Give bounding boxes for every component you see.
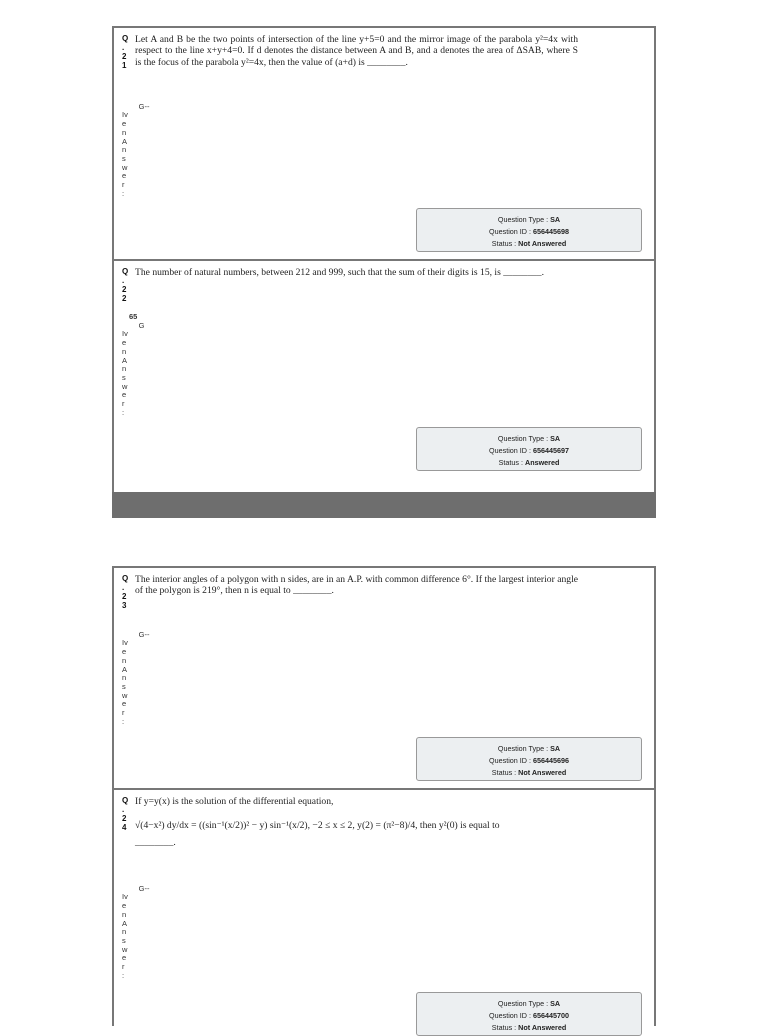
given-answer-label: G-- Iv e n A n s w e r : <box>122 629 150 726</box>
question-number: Q . 2 3 <box>122 574 129 610</box>
question-text: The interior angles of a polygon with n sides, are in an A.P. with common difference 6°. If the largest interior angle of the polygon is 219°, then n is equal to ________. <box>135 574 578 597</box>
question-id-row: Question ID : 656445700 <box>489 1010 569 1020</box>
status-row: Status : Not Answered <box>491 767 567 777</box>
given-answer-label: G-- Iv e n A n s w e r : <box>122 101 150 198</box>
status-badge: Not Answered <box>518 1022 567 1032</box>
given-answer-value: 65 <box>129 312 138 321</box>
status-badge: Answered <box>525 457 560 467</box>
question-type-row: Question Type : SA <box>497 215 561 224</box>
status-badge: Not Answered <box>518 238 567 248</box>
given-answer-label: G-- Iv e n A n s w e r : <box>122 883 150 980</box>
page-frame <box>112 566 656 1032</box>
given-answer-label: G Iv e n A n s w e r : 65 <box>122 312 145 417</box>
question-block-24 <box>114 790 654 1032</box>
question-id-row: Question ID : 656445697 <box>489 445 569 455</box>
exam-page-1 <box>112 26 656 518</box>
exam-page-2 <box>112 566 656 1032</box>
question-number: Q . 2 2 <box>122 267 129 303</box>
question-block-21 <box>114 28 654 261</box>
question-id-row: Question ID : 656445696 <box>489 755 569 765</box>
status-row: Status : Not Answered <box>491 238 567 248</box>
question-type-row: Question Type : SA <box>497 999 561 1008</box>
question-status-box <box>416 208 642 252</box>
question-block-22 <box>114 261 654 492</box>
page-frame <box>112 26 656 492</box>
status-row: Status : Not Answered <box>491 1022 567 1032</box>
question-type-row: Question Type : SA <box>497 434 561 443</box>
question-number: Q . 2 1 <box>122 34 129 70</box>
page-footer-bar <box>112 492 656 518</box>
question-status-box <box>416 427 642 471</box>
differential-equation <box>135 820 646 854</box>
equation-tail: then y²(0) is equal to <box>419 820 500 831</box>
question-text: The number of natural numbers, between 212 and 999, such that the sum of their digits is 15, is ________. <box>135 267 544 278</box>
status-badge: Not Answered <box>518 767 567 777</box>
question-block-23 <box>114 568 654 790</box>
question-type-row: Question Type : SA <box>497 744 561 753</box>
question-number: Q . 2 4 <box>122 796 129 832</box>
question-status-box <box>416 992 642 1036</box>
question-text: Let A and B be the two points of intersection of the line y+5=0 and the mirror image of the parabola y²=4x with respect to the line x+y+4=0. If d denotes the distance between A and B, and a denotes the area of ΔSAB, where S is the focus of the parabola y²=4x, then the value of (a+d) is ________. <box>135 34 578 68</box>
answer-blank: ________. <box>135 837 176 848</box>
question-text: If y=y(x) is the solution of the differential equation, <box>135 796 334 807</box>
question-id-row: Question ID : 656445698 <box>489 226 569 236</box>
question-status-box <box>416 737 642 781</box>
status-row: Status : Answered <box>498 457 560 467</box>
equation-main: √(4−x²) dy/dx = ((sin⁻¹(x/2))² − y) sin⁻¹(x/2), −2 ≤ x ≤ 2, y(2) = (π²−8)/4, <box>135 820 418 831</box>
